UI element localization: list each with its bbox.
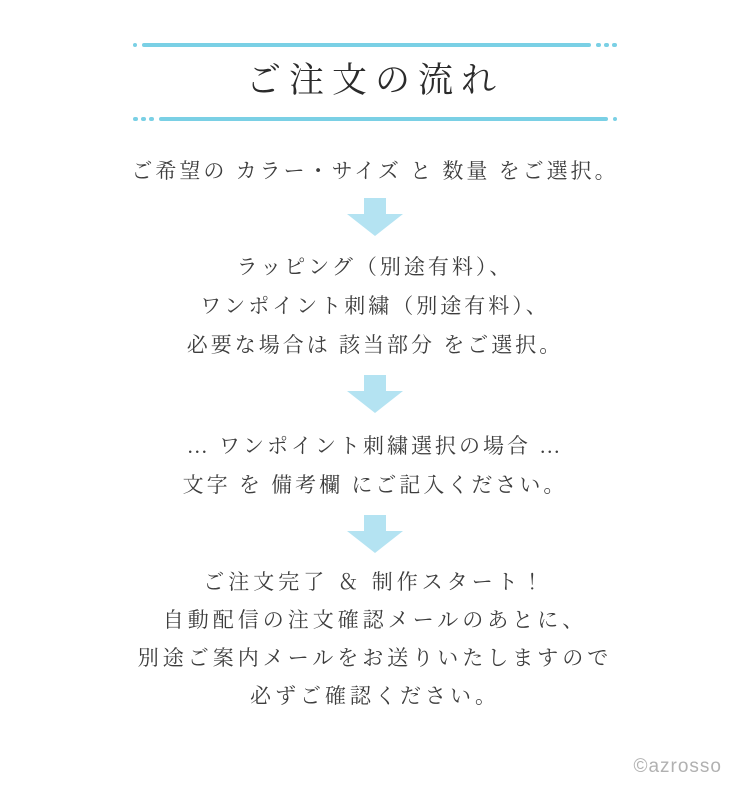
step-text-line: ラッピング（別途有料）、 (236, 255, 514, 279)
step-4-order-complete (0, 563, 750, 715)
bottom-divider (133, 116, 617, 121)
step-1-select-color-size (0, 156, 750, 186)
step-2-select-options (0, 248, 750, 365)
divider-line (159, 117, 608, 121)
page-title: ご注文の流れ (245, 61, 504, 100)
divider-line (142, 43, 591, 47)
step-text-line: ご注文完了 ＆ 制作スタート！ (203, 570, 547, 594)
down-arrow-icon (0, 375, 750, 413)
watermark: ©azrosso (633, 756, 722, 777)
step-text-line: ワンポイント刺繍（別途有料）、 (200, 294, 550, 318)
step-3-embroidery-note (0, 427, 750, 505)
divider-dashes (133, 117, 154, 121)
step-text-line: 必要な場合は 該当部分 をご選択。 (186, 333, 564, 357)
down-arrow-icon (0, 515, 750, 553)
top-divider (133, 42, 617, 47)
order-flow-infographic (0, 42, 750, 792)
step-text-line: 自動配信の注文確認メールのあとに、 (162, 608, 588, 632)
down-arrow-icon (0, 198, 750, 236)
step-text-line: ご希望の カラー・サイズ と 数量 をご選択。 (131, 159, 619, 183)
step-text-line: 文字 を 備考欄 にご記入ください。 (182, 473, 568, 497)
divider-dashes (596, 43, 617, 47)
step-text-line: 別途ご案内メールをお送りいたしますので (137, 646, 613, 670)
divider-dot (613, 117, 617, 121)
divider-dot (133, 43, 137, 47)
step-text-line: … ワンポイント刺繍選択の場合 … (186, 434, 564, 458)
step-text-line: 必ずご確認ください。 (250, 684, 500, 708)
